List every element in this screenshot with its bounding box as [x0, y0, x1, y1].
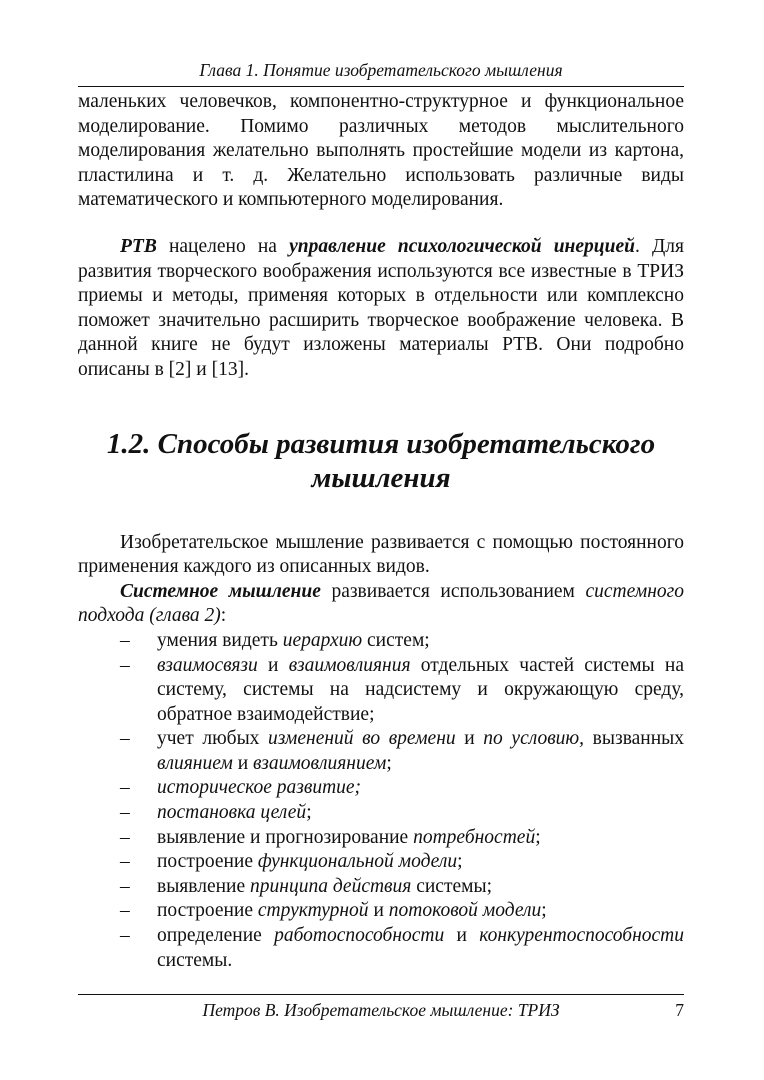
italic-span: работоспособности — [274, 925, 445, 947]
italic-span: иерархию — [282, 629, 363, 651]
text-span: ; — [541, 900, 547, 922]
italic-span: постановка целей — [157, 802, 307, 824]
text-span: систем; — [362, 629, 430, 651]
dash-marker: – — [120, 900, 130, 922]
list-item — [78, 850, 684, 875]
list-item — [78, 776, 684, 801]
text-span: и — [232, 752, 254, 774]
italic-span: потребностей — [413, 826, 536, 848]
text-span: отдельных частей системы на систему, системы на надсистему и окружающую среду, обратное взаимодействие; — [157, 654, 684, 725]
text-span: построение — [157, 851, 258, 873]
italic-span: изменений во времени — [268, 728, 456, 750]
text-span: ; — [386, 752, 392, 774]
italic-span: принципа действия — [250, 875, 412, 897]
italic-span: конкурентоспособности — [479, 925, 685, 947]
list-item — [78, 875, 684, 900]
italic-span: по условию, — [483, 728, 585, 750]
italic-span: влиянием — [157, 752, 233, 774]
paragraph-modeling: маленьких человечков, компонентно-структурное и функциональное моделирование. Помимо различных методов мыслительного моделирования желательно выполнять простейшие модели из картона, пластилина и т. д. Желательно использовать различные виды математического и компьютерного моделирования. — [78, 91, 684, 211]
italic-span: структурной — [257, 900, 369, 922]
term-system-thinking: Системное мышление — [120, 580, 321, 602]
list-item — [78, 826, 684, 851]
text-span: и — [455, 728, 484, 750]
list-item — [78, 924, 684, 973]
text-span: и — [368, 900, 389, 922]
paragraph-gap — [78, 213, 684, 235]
dash-marker: – — [120, 802, 130, 824]
emphasis-inertia: управление психологической инерцией — [289, 235, 635, 257]
text-span: и — [257, 654, 289, 676]
text-span: развивается использованием — [320, 580, 586, 602]
text-span: . Для развития творческого воображения используются все известные в ТРИЗ приемы и методы, применяя которых в отдельности или комплексно поможет значительно расширить творческое воображение человека. В данной книге не будут изложены материалы РТВ. Они подробно описаны в [2] и [13]. — [78, 235, 684, 380]
running-head: Глава 1. Понятие изобретательского мышления — [199, 60, 563, 80]
text-span: ; — [457, 851, 463, 873]
text-span: системы. — [157, 949, 233, 971]
page-body — [78, 90, 684, 973]
paragraph-intro: Изобретательское мышление развивается с помощью постоянного применения каждого из описанных видов. — [78, 531, 684, 578]
dash-marker: – — [120, 728, 130, 750]
list-item — [78, 801, 684, 826]
text-span: определение — [157, 925, 275, 947]
dash-marker: – — [120, 875, 130, 897]
header-rule — [78, 86, 684, 87]
system-thinking-list — [78, 629, 684, 973]
paragraph-system-thinking — [78, 580, 684, 629]
dash-marker: – — [120, 851, 130, 873]
text-span: вызванных — [584, 728, 685, 750]
dash-marker: – — [120, 777, 130, 799]
text-span: ; — [535, 826, 541, 848]
italic-span: историческое развитие; — [157, 777, 362, 799]
dash-marker: – — [120, 925, 130, 947]
footer-title: Петров В. Изобретательское мышление: ТРИЗ — [202, 1000, 560, 1020]
list-item — [78, 899, 684, 924]
dash-marker: – — [120, 629, 130, 651]
paragraph-rtv — [78, 235, 684, 383]
list-item — [78, 629, 684, 654]
italic-span: взаимовлияния — [288, 654, 411, 676]
list-item — [78, 727, 684, 776]
italic-span: взаимовлиянием — [253, 752, 387, 774]
text-span: ; — [306, 802, 312, 824]
italic-span: взаимосвязи — [157, 654, 258, 676]
list-item — [78, 654, 684, 728]
text-span: умения видеть — [157, 629, 283, 651]
dash-marker: – — [120, 654, 130, 676]
section-heading: 1.2. Способы развития изобретательского мышления — [106, 427, 656, 494]
italic-span: функциональной модели — [257, 851, 458, 873]
text-span: выявление — [157, 875, 251, 897]
emphasis-system-approach: системного подхода (глава 2) — [78, 580, 684, 627]
footer-rule — [78, 994, 684, 995]
italic-span: потоковой модели — [388, 900, 542, 922]
text-span: выявление и прогнозирование — [157, 826, 414, 848]
text-span: построение — [157, 900, 258, 922]
text-span: : — [220, 605, 227, 627]
text-span: учет любых — [157, 728, 269, 750]
page-number: 7 — [675, 1000, 684, 1020]
term-rtv: РТВ — [120, 235, 157, 257]
text-span: нацелено на — [156, 235, 290, 257]
dash-marker: – — [120, 826, 130, 848]
text-span: и — [444, 925, 480, 947]
text-span: системы; — [411, 875, 493, 897]
